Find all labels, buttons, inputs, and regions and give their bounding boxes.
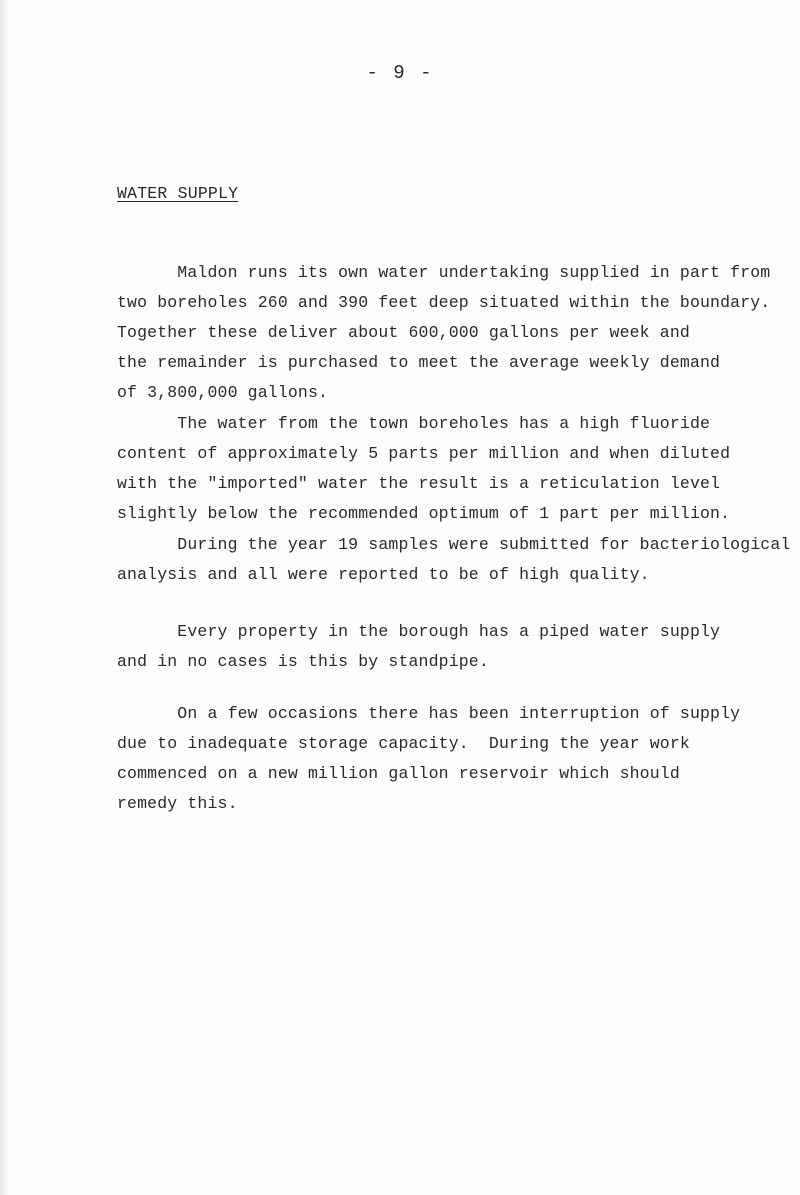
page-number: - 9 - xyxy=(366,62,434,84)
paragraph-interruption: On a few occasions there has been interruption of supply due to inadequate storage capacity. During the year work commenced on a new million gallon reservoir which should remedy this. xyxy=(117,704,741,813)
page-edge-shadow xyxy=(0,0,10,1195)
paragraph-samples: During the year 19 samples were submitted for bacteriological analysis and all were reported to be of high quality. xyxy=(117,535,791,584)
section-heading: WATER SUPPLY xyxy=(117,184,239,203)
paragraph-fluoride: The water from the town boreholes has a high fluoride content of approximately 5 parts per million and when diluted with the "imported" water the result is a reticulation level slightly below the recommended optimum of 1 part per million. xyxy=(117,414,731,523)
paragraph-piped-supply: Every property in the borough has a piped water supply and in no cases is this by standpipe. xyxy=(117,622,721,671)
paragraph-boreholes: Maldon runs its own water undertaking supplied in part from two boreholes 260 and 390 feet deep situated within the boundary. Together these deliver about 600,000 gallons per week and the remainder is purchased to meet the average weekly demand of 3,800,000 gallons. xyxy=(117,263,771,402)
